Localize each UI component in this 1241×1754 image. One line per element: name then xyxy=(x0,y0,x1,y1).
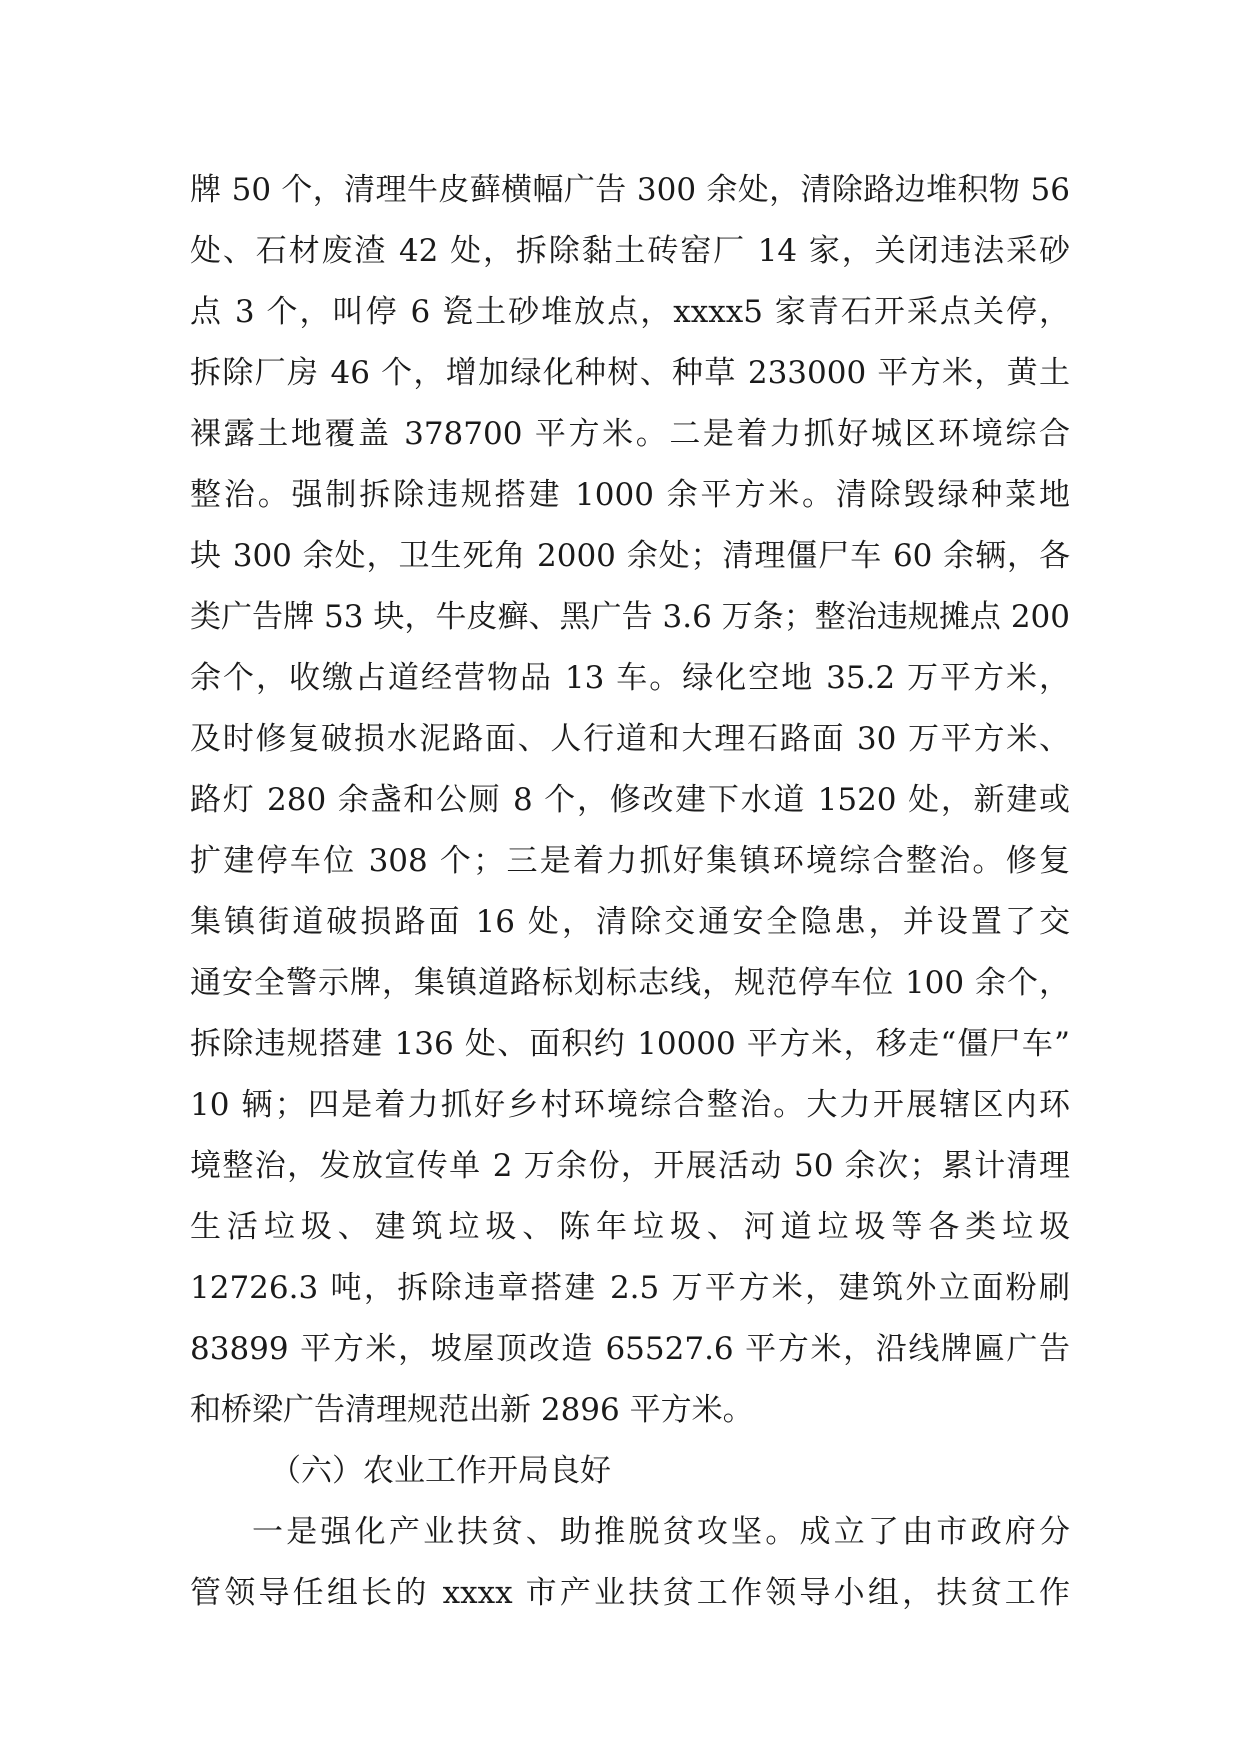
text-line: 12726.3 吨，拆除违章搭建 2.5 万平方米，建筑外立面粉刷 xyxy=(190,1270,1070,1306)
text-line: 扩建停车位 308 个；三是着力抓好集镇环境综合整治。修复 xyxy=(190,843,1070,879)
text-line: 境整治，发放宣传单 2 万余份，开展活动 50 余次；累计清理 xyxy=(190,1148,1070,1184)
body-text xyxy=(190,160,1070,1624)
text-line: 余个，收缴占道经营物品 13 车。绿化空地 35.2 万平方米， xyxy=(190,660,1070,696)
text-line: 和桥梁广告清理规范出新 2896 平方米。 xyxy=(190,1392,754,1428)
text-line: 集镇街道破损路面 16 处，清除交通安全隐患，并设置了交 xyxy=(190,904,1070,940)
text-line: 类广告牌 53 块，牛皮癣、黑广告 3.6 万条；整治违规摊点 200 xyxy=(190,599,1070,635)
text-line: 拆除违规搭建 136 处、面积约 10000 平方米，移走“僵尸车” xyxy=(190,1026,1070,1062)
text-line: 83899 平方米，坡屋顶改造 65527.6 平方米，沿线牌匾广告 xyxy=(190,1331,1070,1367)
text-line: 裸露土地覆盖 378700 平方米。二是着力抓好城区环境综合 xyxy=(190,416,1070,452)
text-line: 管领导任组长的 xxxx 市产业扶贫工作领导小组，扶贫工作 xyxy=(190,1575,1070,1611)
text-line: 整治。强制拆除违规搭建 1000 余平方米。清除毁绿种菜地 xyxy=(190,477,1070,513)
text-line: 路灯 280 余盏和公厕 8 个，修改建下水道 1520 处，新建或 xyxy=(190,782,1070,818)
text-line: 生活垃圾、建筑垃圾、陈年垃圾、河道垃圾等各类垃圾 xyxy=(190,1209,1070,1245)
text-line: 块 300 余处，卫生死角 2000 余处；清理僵尸车 60 余辆，各 xyxy=(190,538,1070,574)
text-line: 牌 50 个，清理牛皮藓横幅广告 300 余处，清除路边堆积物 56 xyxy=(190,172,1070,208)
text-line: 点 3 个，叫停 6 瓷土砂堆放点，xxxx5 家青石开采点关停， xyxy=(190,294,1070,330)
text-line: 及时修复破损水泥路面、人行道和大理石路面 30 万平方米、 xyxy=(190,721,1070,757)
text-line: 拆除厂房 46 个，增加绿化种树、种草 233000 平方米，黄土 xyxy=(190,355,1070,391)
section-heading: （六）农业工作开局良好 xyxy=(270,1453,611,1489)
text-line: 处、石材废渣 42 处，拆除黏土砖窑厂 14 家，关闭违法采砂 xyxy=(190,233,1070,269)
text-line: 一是强化产业扶贫、助推脱贫攻坚。成立了由市政府分 xyxy=(252,1514,1070,1550)
text-line: 10 辆；四是着力抓好乡村环境综合整治。大力开展辖区内环 xyxy=(190,1087,1070,1123)
text-line: 通安全警示牌，集镇道路标划标志线，规范停车位 100 余个， xyxy=(190,965,1070,1001)
